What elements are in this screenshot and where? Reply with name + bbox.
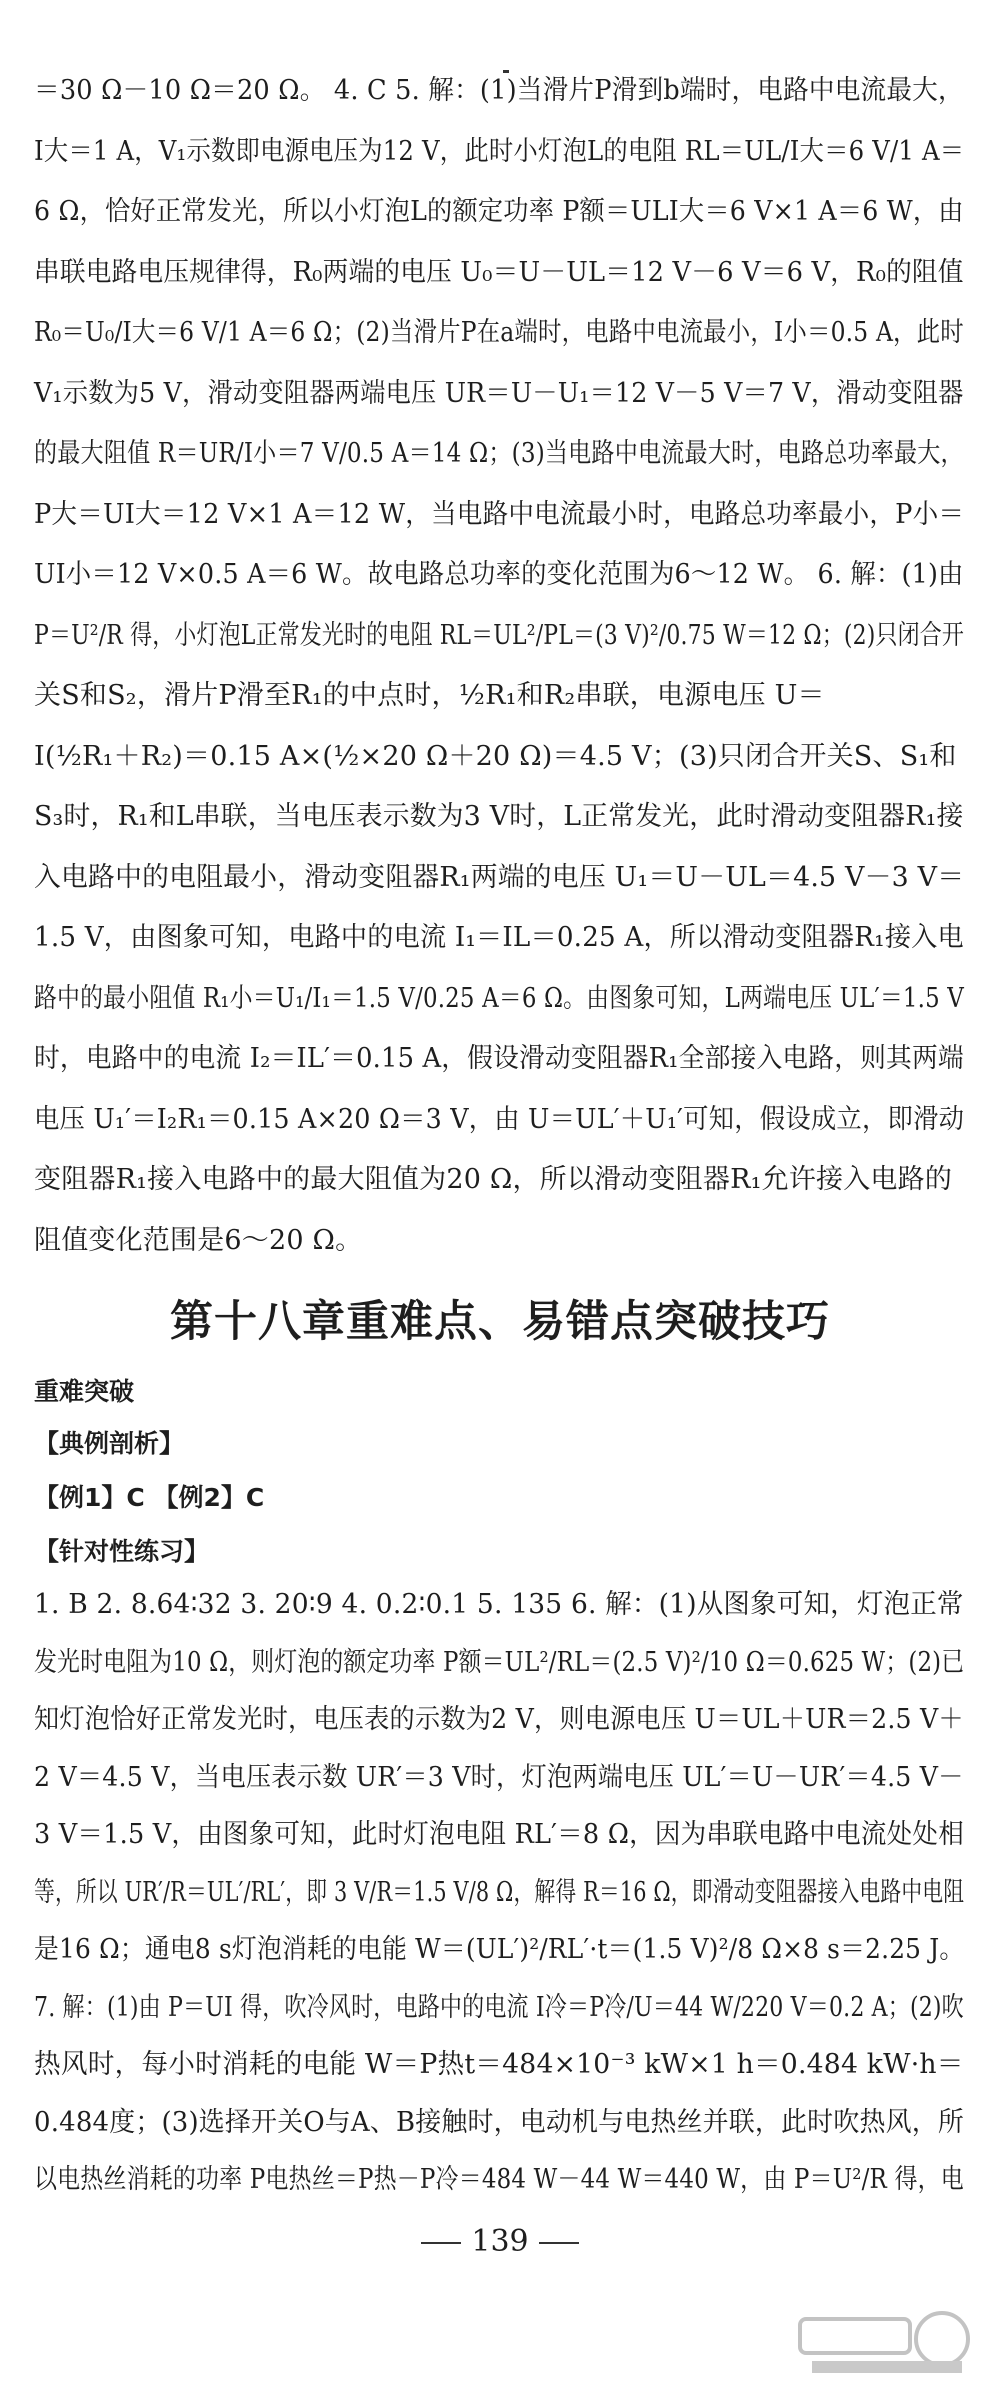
sec1-line-15: 1.5 V，由图象可知，电路中的电流 I₁＝IL＝0.25 A，所以滑动变阻器R₁接入电 [34,922,964,953]
heading-key-points: 重难突破 [34,1377,135,1406]
sec1-line-5: R₀＝U₀/I大＝6 V/1 A＝6 Ω；(2)当滑片P在a端时，电路中电流最小，I小＝0.5 A，此时 [34,317,964,348]
sec1-line-9: UI小＝12 V×0.5 A＝6 W。故电路总功率的变化范围为6～12 W。 6. 解：(1)由 [34,559,964,590]
chapter-title: 第十八章重难点、易错点突破技巧 [170,1297,830,1347]
answer-section-ch17 [34,74,964,1284]
sec1-line-16: 路中的最小阻值 R₁小＝U₁/I₁＝1.5 V/0.25 A＝6 Ω。由图象可知，L两端电压 UL′＝1.5 V [34,982,964,1014]
sec1-line-2: I大＝1 A，V₁示数即电源电压为12 V，此时小灯泡L的电阻 RL＝UL/I大＝6 V/1 A＝ [34,135,965,167]
sec1-line-10: P＝U²/R 得，小灯泡L正常发光时的电阻 RL＝UL²/PL＝(3 V)²/0.75 W＝12 Ω；(2)只闭合开 [34,619,965,651]
sec1-line-1: ＝30 Ω－10 Ω＝20 Ω。 4. C 5. 解：(1)当滑片P滑到b端时，电路中电流最大， [34,75,964,106]
heading-targeted-practice: 【针对性练习】 [34,1537,210,1566]
sec1-line-7: 的最大阻值 R＝UR/I小＝7 V/0.5 A＝14 Ω；(3)当电路中电流最大时，电路总功率最大， [34,438,964,469]
sec2-line-5: 3 V＝1.5 V，由图象可知，此时灯泡电阻 RL′＝8 Ω，因为串联电路中电流处处相 [34,1819,964,1850]
sec1-line-3: 6 Ω，恰好正常发光，所以小灯泡L的额定功率 P额＝ULI大＝6 V×1 A＝6 W，由 [34,196,964,227]
example-answers: 【例1】C 【例2】C [34,1483,265,1512]
sec2-line-1: 1. B 2. 8.64∶32 3. 20∶9 4. 0.2∶0.1 5. 135 6. 解：(1)从图象可知，灯泡正常 [34,1589,964,1620]
sec2-line-8: 7. 解：(1)由 P＝UI 得，吹冷风时，电路中的电流 I冷＝P冷/U＝44 W/220 V＝0.2 A；(2)吹 [34,1991,964,2023]
sec2-line-7: 是16 Ω；通电8 s灯泡消耗的电能 W＝(UL′)²/RL′·t＝(1.5 V)²/8 Ω×8 s＝2.25 J。 [34,1934,965,1965]
watermark-logo-icon [792,2309,982,2381]
sec1-line-17: 时，电路中的电流 I₂＝IL′＝0.15 A，假设滑动变阻器R₁全部接入电路，则其两端 [34,1043,964,1074]
answer-section-ch18 [34,1588,964,2221]
sec2-line-2: 发光时电阻为10 Ω，则灯泡的额定功率 P额＝UL²/RL＝(2.5 V)²/10 Ω＝0.625 W；(2)已 [34,1646,965,1678]
sec2-line-11: 以电热丝消耗的功率 P电热丝＝P热－P冷＝484 W－44 W＝440 W，由 P＝U²/R 得，电 [34,2164,964,2195]
sec2-line-4: 2 V＝4.5 V，当电压表示数 UR′＝3 V时，灯泡两端电压 UL′＝U－UR′＝4.5 V－ [34,1761,964,1793]
sec1-line-8: P大＝UI大＝12 V×1 A＝12 W，当电路中电流最小时，电路总功率最小，P小＝ [34,498,965,530]
sec1-line-18: 电压 U₁′＝I₂R₁＝0.15 A×20 Ω＝3 V，由 U＝UL′＋U₁′可知，假设成立，即滑动 [34,1103,965,1135]
sec1-line-4: 串联电路电压规律得，R₀两端的电压 U₀＝U－UL＝12 V－6 V＝6 V，R₀的阻值 [34,256,964,288]
scan-mark [503,70,509,73]
sec2-line-3: 知灯泡恰好正常发光时，电压表的示数为2 V，则电源电压 U＝UL＋UR＝2.5 V＋ [34,1704,964,1735]
sec1-line-19: 变阻器R₁接入电路中的最大阻值为20 Ω，所以滑动变阻器R₁允许接入电路的 [34,1164,953,1195]
heading-example-analysis: 【典例剖析】 [34,1429,185,1458]
sec2-line-6: 等，所以 UR′/R＝UL′/RL′，即 3 V/R＝1.5 V/8 Ω，解得 R＝16 Ω，即滑动变阻器接入电路中电阻 [34,1876,965,1908]
page-number: 139 [0,2224,1000,2259]
sec1-line-12: I(½R₁＋R₂)＝0.15 A×(½×20 Ω＋20 Ω)＝4.5 V；(3)只闭合开关S、S₁和 [34,740,957,772]
sec1-line-14: 入电路中的电阻最小，滑动变阻器R₁两端的电压 U₁＝U－UL＝4.5 V－3 V＝ [34,861,965,893]
sec2-line-9: 热风时，每小时消耗的电能 W＝P热t＝484×10⁻³ kW×1 h＝0.484 kW·h＝ [34,2049,964,2080]
sec1-line-20: 阻值变化范围是6～20 Ω。 [34,1224,363,1256]
sec2-line-10: 0.484度；(3)选择开关O与A、B接触时，电动机与电热丝并联，此时吹热风，所 [34,2106,964,2138]
sec1-line-13: S₃时，R₁和L串联，当电压表示数为3 V时，L正常发光，此时滑动变阻器R₁接 [34,801,964,832]
sec1-line-6: V₁示数为5 V，滑动变阻器两端电压 UR＝U－U₁＝12 V－5 V＝7 V，滑动变阻器 [34,377,964,409]
sec1-line-11: 关S和S₂，滑片P滑至R₁的中点时，½R₁和R₂串联，电源电压 U＝ [34,680,825,711]
